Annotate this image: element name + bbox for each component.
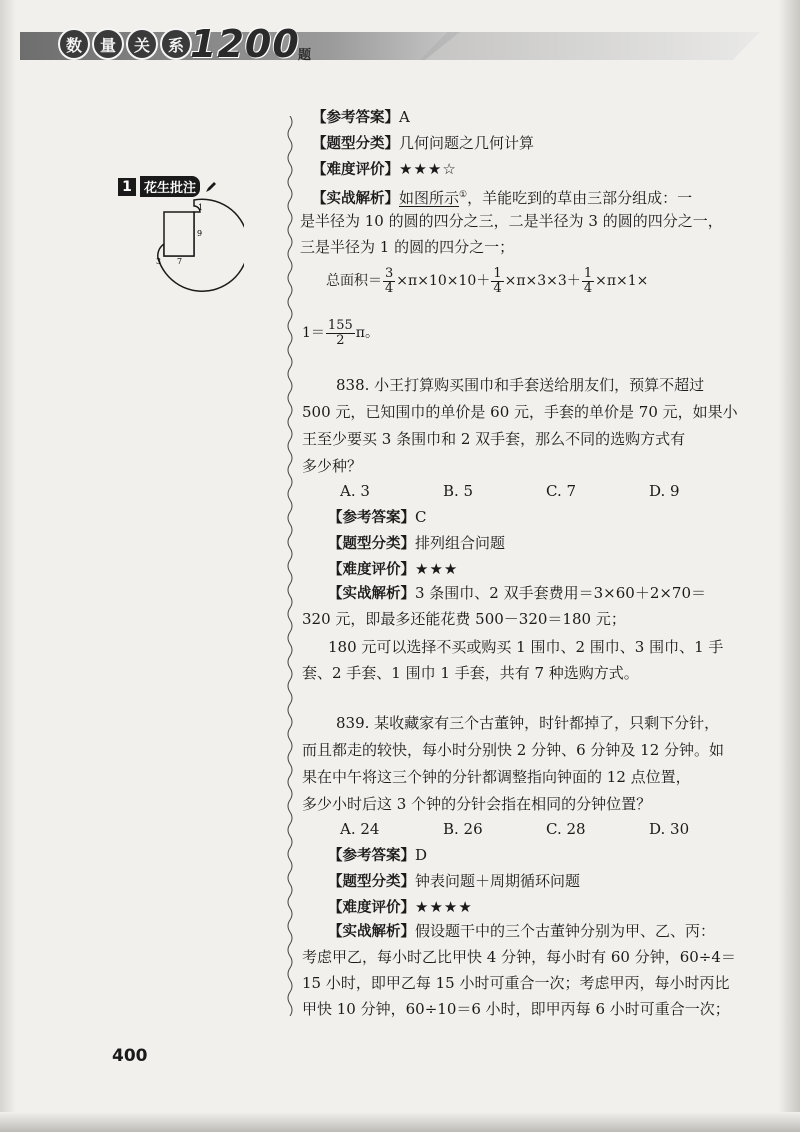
analysis-line <box>328 582 706 605</box>
option: D. 30 <box>649 820 690 838</box>
series-char: 量 <box>92 28 124 60</box>
analysis-text: 假设题干中的三个古董钟分别为甲、乙、丙： <box>415 922 716 940</box>
formula-line <box>302 318 379 348</box>
answer-line <box>328 844 427 867</box>
analysis-tag: 【实战解析】 <box>312 191 399 207</box>
option: B. 26 <box>443 820 483 838</box>
side-note-title: 花生批注 <box>140 176 200 197</box>
analysis-line <box>312 184 692 210</box>
analysis-text: ，羊能吃到的草由三部分组成：一 <box>467 189 693 207</box>
answer-value: D <box>415 846 428 864</box>
formula-text: 1＝ <box>302 325 325 341</box>
analysis-line: 是半径为 10 的圆的四分之三，二是半径为 3 的圆的四分之一， <box>300 212 723 230</box>
formula-text: π。 <box>355 325 379 341</box>
fraction: $\frac{3}{4}$ <box>385 265 394 296</box>
answer-tag: 【参考答案】 <box>328 510 415 526</box>
formula-text: ×π×1× <box>595 273 649 289</box>
analysis-line: 甲快 10 分钟，60÷10＝6 小时，即甲丙每 6 小时可重合一次； <box>302 1000 730 1018</box>
type-value: 钟表问题＋周期循环问题 <box>415 872 581 890</box>
page-number: 400 <box>112 1046 148 1066</box>
answer-value: C <box>415 508 427 526</box>
question-838-text: 500 元，已知围巾的单价是 60 元，手套的单价是 70 元，如果小 <box>302 403 738 421</box>
fraction: $\frac{155}{2}$ <box>327 317 353 348</box>
question-839: 839. 某收藏家有三个古董钟，时针都掉了，只剩下分针， <box>336 714 720 732</box>
answer-tag: 【参考答案】 <box>328 848 415 864</box>
analysis-line: 180 元可以选择不买或购买 1 围巾、2 围巾、3 围巾、1 手 <box>328 638 724 656</box>
side-note <box>118 176 258 197</box>
fraction: $\frac{1}{4}$ <box>493 265 502 296</box>
type-value: 几何问题之几何计算 <box>399 134 535 152</box>
note-mark: ① <box>459 190 468 200</box>
series-char: 数 <box>58 28 90 60</box>
series-char: 系 <box>160 28 192 60</box>
analysis-line: 320 元，即最多还能花费 500－320＝180 元； <box>302 610 626 628</box>
difficulty-tag: 【难度评价】 <box>312 162 399 178</box>
question-839-text: 而且都走的较快，每小时分别快 2 分钟、6 分钟及 12 分钟。如 <box>302 741 725 759</box>
analysis-line <box>328 920 715 943</box>
analysis-line: 15 小时，即甲乙每 15 小时可重合一次；考虑甲丙，每小时丙比 <box>302 974 730 992</box>
formula-text: ×π×3×3＋ <box>504 273 581 289</box>
answer-line <box>312 106 410 129</box>
diagram-label: 3 <box>156 257 162 266</box>
analysis-tag: 【实战解析】 <box>328 924 415 940</box>
option: C. 7 <box>546 482 577 500</box>
difficulty-tag: 【难度评价】 <box>328 900 415 916</box>
type-tag: 【题型分类】 <box>328 874 415 890</box>
margin-divider <box>284 116 296 1016</box>
option: A. 24 <box>340 820 380 838</box>
difficulty-tag: 【难度评价】 <box>328 562 415 578</box>
type-line <box>328 870 580 893</box>
analysis-line: 三是半径为 1 的圆的四分之一； <box>300 238 515 256</box>
fraction: $\frac{1}{4}$ <box>583 265 593 296</box>
difficulty-line <box>328 558 458 581</box>
option: A. 3 <box>340 482 370 500</box>
side-note-header <box>118 176 258 197</box>
options-838 <box>340 480 752 502</box>
formula-text: ×π×10×10＋ <box>396 273 491 289</box>
difficulty-line <box>328 896 473 919</box>
difficulty-stars: ★★★★ <box>415 898 473 916</box>
type-value: 排列组合问题 <box>415 534 506 552</box>
question-838: 838. 小王打算购买围巾和手套送给朋友们，预算不超过 <box>336 376 705 394</box>
question-838-text: 多少种？ <box>302 457 363 475</box>
option: B. 5 <box>443 482 474 500</box>
series-suffix: 题 <box>298 48 312 63</box>
analysis-tag: 【实战解析】 <box>328 586 415 602</box>
diagram-label: 1 <box>198 203 204 212</box>
figure-reference: 如图所示 <box>399 189 460 207</box>
question-838-text: 王至少要买 3 条围巾和 2 双手套，那么不同的选购方式有 <box>302 430 686 448</box>
header-band-light <box>420 32 760 60</box>
page-edge-left <box>0 0 16 1132</box>
side-note-number: 1 <box>118 178 136 196</box>
difficulty-stars: ★★★ <box>415 560 459 578</box>
option: D. 9 <box>649 482 680 500</box>
type-line <box>328 532 505 555</box>
goat-grazing-diagram <box>144 196 244 296</box>
difficulty-line <box>312 158 457 181</box>
formula-line <box>326 266 648 296</box>
answer-tag: 【参考答案】 <box>312 110 399 126</box>
running-header <box>20 24 760 72</box>
answer-value: A <box>399 108 410 126</box>
answer-line <box>328 506 426 529</box>
page-edge-bottom <box>0 1112 800 1132</box>
series-number: 1200 <box>190 22 300 66</box>
difficulty-stars: ★★★☆ <box>399 160 457 178</box>
type-tag: 【题型分类】 <box>328 536 415 552</box>
series-title <box>58 28 192 60</box>
analysis-line: 考虑甲乙，每小时乙比甲快 4 分钟，每小时有 60 分钟，60÷4＝ <box>302 948 736 966</box>
question-839-text: 果在中午将这三个钟的分针都调整指向钟面的 12 点位置， <box>302 768 691 786</box>
analysis-text: 3 条围巾、2 双手套费用＝3×60＋2×70＝ <box>415 584 707 602</box>
type-tag: 【题型分类】 <box>312 136 399 152</box>
question-839-text: 多少小时后这 3 个钟的分针会指在相同的分钟位置？ <box>302 795 652 813</box>
option: C. 28 <box>546 820 586 838</box>
formula-text: 总面积＝ <box>326 273 382 289</box>
diagram-label: 7 <box>177 257 183 266</box>
pencil-icon <box>204 180 218 194</box>
options-839 <box>340 818 752 840</box>
diagram-label: 9 <box>197 229 203 238</box>
type-line <box>312 132 534 155</box>
page-edge-right <box>778 0 800 1132</box>
analysis-line: 套、2 手套、1 围巾 1 手套，共有 7 种选购方式。 <box>302 664 639 682</box>
series-char: 关 <box>126 28 158 60</box>
